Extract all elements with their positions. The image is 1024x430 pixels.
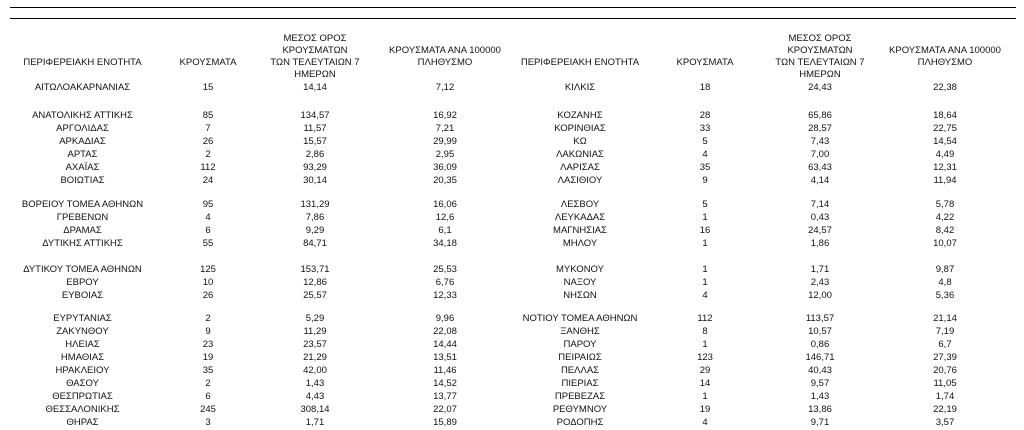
right-row-per100k-cell: 18,64 bbox=[933, 110, 957, 121]
right-row-avg-cell: 63,43 bbox=[808, 162, 832, 173]
left-header-region: ΠΕΡΙΦΕΡΕΙΑΚΗ ΕΝΟΤΗΤΑ bbox=[23, 57, 142, 68]
left-row-region-cell: ΑΝΑΤΟΛΙΚΗΣ ΑΤΤΙΚΗΣ bbox=[32, 110, 133, 121]
left-row-per100k-cell: 13,51 bbox=[433, 352, 457, 363]
left-row-avg-cell: 14,14 bbox=[303, 82, 327, 93]
right-row-cases-cell: 18 bbox=[699, 82, 711, 93]
right-row-region-cell: ΠΙΕΡΙΑΣ bbox=[561, 378, 599, 389]
right-row-region-cell: ΝΟΤΙΟΥ ΤΟΜΕΑ ΑΘΗΝΩΝ bbox=[522, 313, 638, 324]
left-row-cases-cell: 112 bbox=[200, 162, 216, 173]
left-row-per100k-cell: 25,53 bbox=[433, 264, 457, 275]
right-row-avg-cell: 7,14 bbox=[810, 199, 830, 210]
left-row-region-cell: ΗΛΕΙΑΣ bbox=[65, 339, 100, 350]
left-row-region-cell: ΘΑΣΟΥ bbox=[66, 378, 99, 389]
right-row-avg-cell: 146,71 bbox=[805, 352, 835, 363]
right-row-cases-cell: 4 bbox=[702, 417, 708, 428]
left-row-avg-cell: 1,43 bbox=[305, 378, 325, 389]
header-rule bbox=[10, 18, 1016, 19]
left-row-region-cell: ΗΜΑΘΙΑΣ bbox=[60, 352, 105, 363]
left-row-avg-cell: 42,00 bbox=[303, 365, 327, 376]
right-row-avg-cell: 12,00 bbox=[808, 290, 832, 301]
right-header-avg bbox=[760, 33, 880, 81]
right-row-region-cell: ΡΕΘΥΜΝΟΥ bbox=[552, 404, 608, 415]
left-row-avg-cell: 4,43 bbox=[305, 391, 325, 402]
right-row-per100k-cell: 14,54 bbox=[933, 136, 957, 147]
left-row-avg-cell: 23,57 bbox=[303, 339, 327, 350]
right-row-region-cell: ΛΑΣΙΘΙΟΥ bbox=[557, 175, 603, 186]
right-row-cases-cell: 28 bbox=[699, 110, 711, 121]
right-row-cases-cell: 123 bbox=[697, 352, 713, 363]
left-row-per100k-cell: 15,89 bbox=[433, 417, 457, 428]
right-row-cases-cell: 1 bbox=[702, 264, 708, 275]
right-row-avg-cell: 1,86 bbox=[810, 238, 830, 249]
left-row-cases-cell: 10 bbox=[202, 277, 214, 288]
right-row-region-cell: ΛΑΚΩΝΙΑΣ bbox=[556, 149, 604, 160]
right-row-avg-cell: 24,57 bbox=[808, 225, 832, 236]
left-row-per100k-cell: 20,35 bbox=[433, 175, 457, 186]
right-row-per100k-cell: 21,14 bbox=[933, 313, 957, 324]
left-row-avg-cell: 93,29 bbox=[303, 162, 327, 173]
left-row-cases-cell: 26 bbox=[202, 136, 214, 147]
left-row-region-cell: ΕΒΡΟΥ bbox=[66, 277, 99, 288]
right-row-cases-cell: 5 bbox=[702, 199, 708, 210]
left-row-region-cell: ΕΥΡΥΤΑΝΙΑΣ bbox=[53, 313, 112, 324]
right-header-avg-line2: ΤΩΝ ΤΕΛΕΥΤΑΙΩΝ 7 bbox=[775, 57, 865, 68]
left-row-cases-cell: 35 bbox=[202, 365, 214, 376]
left-row-cases-cell: 24 bbox=[202, 175, 214, 186]
left-row-region-cell: ΗΡΑΚΛΕΙΟΥ bbox=[55, 365, 110, 376]
right-row-per100k-cell: 4,8 bbox=[938, 277, 952, 288]
left-row-avg-cell: 5,29 bbox=[305, 313, 325, 324]
left-row-region-cell: ΔΥΤΙΚΗΣ ΑΤΤΙΚΗΣ bbox=[42, 238, 123, 249]
left-row-cases-cell: 55 bbox=[202, 238, 214, 249]
right-row-cases-cell: 1 bbox=[702, 238, 708, 249]
right-row-region-cell: ΠΑΡΟΥ bbox=[563, 339, 597, 350]
right-row-avg-cell: 1,43 bbox=[810, 391, 830, 402]
left-row-avg-cell: 11,29 bbox=[303, 326, 327, 337]
right-row-cases-cell: 16 bbox=[699, 225, 711, 236]
right-row-per100k-cell: 3,57 bbox=[935, 417, 955, 428]
left-row-cases-cell: 85 bbox=[202, 110, 214, 121]
left-row-cases-cell: 2 bbox=[205, 378, 211, 389]
right-row-cases-cell: 19 bbox=[699, 404, 711, 415]
right-row-per100k-cell: 6,7 bbox=[938, 339, 952, 350]
left-row-per100k-cell: 29,99 bbox=[433, 136, 457, 147]
left-row-per100k-cell: 6,76 bbox=[435, 277, 455, 288]
left-row-avg-cell: 1,71 bbox=[305, 417, 325, 428]
right-row-per100k-cell: 22,38 bbox=[933, 82, 957, 93]
right-row-per100k-cell: 8,42 bbox=[935, 225, 955, 236]
right-header-per100k bbox=[885, 45, 1005, 69]
right-row-cases-cell: 29 bbox=[699, 365, 711, 376]
left-header-cases: ΚΡΟΥΣΜΑΤΑ bbox=[179, 57, 237, 68]
left-row-region-cell: ΑΡΓΟΛΙΔΑΣ bbox=[56, 123, 109, 134]
right-row-avg-cell: 1,71 bbox=[810, 264, 830, 275]
right-row-region-cell: ΠΕΙΡΑΙΩΣ bbox=[558, 352, 602, 363]
left-row-cases-cell: 9 bbox=[205, 326, 211, 337]
left-row-avg-cell: 131,29 bbox=[300, 199, 330, 210]
left-row-cases-cell: 3 bbox=[205, 417, 211, 428]
left-row-cases-cell: 245 bbox=[200, 404, 216, 415]
left-row-per100k-cell: 14,52 bbox=[433, 378, 457, 389]
right-row-avg-cell: 7,00 bbox=[810, 149, 830, 160]
right-row-avg-cell: 40,43 bbox=[808, 365, 832, 376]
left-row-avg-cell: 11,57 bbox=[303, 123, 327, 134]
left-row-avg-cell: 15,57 bbox=[303, 136, 327, 147]
right-row-region-cell: ΚΟΖΑΝΗΣ bbox=[557, 110, 603, 121]
left-row-region-cell: ΔΥΤΙΚΟΥ ΤΟΜΕΑ ΑΘΗΝΩΝ bbox=[23, 264, 142, 275]
left-row-per100k-cell: 16,92 bbox=[433, 110, 457, 121]
right-row-avg-cell: 13,86 bbox=[808, 404, 832, 415]
right-row-avg-cell: 9,71 bbox=[810, 417, 830, 428]
left-row-avg-cell: 9,29 bbox=[305, 225, 325, 236]
right-header-per100k-line1: ΚΡΟΥΣΜΑΤΑ ΑΝΑ 100000 bbox=[889, 45, 1001, 56]
right-header-cases: ΚΡΟΥΣΜΑΤΑ bbox=[676, 57, 734, 68]
left-row-region-cell: ΔΡΑΜΑΣ bbox=[63, 225, 102, 236]
left-row-region-cell: ΑΡΚΑΔΙΑΣ bbox=[59, 136, 106, 147]
left-row-cases-cell: 26 bbox=[202, 290, 214, 301]
left-row-cases-cell: 15 bbox=[202, 82, 214, 93]
left-row-per100k-cell: 2,95 bbox=[435, 149, 455, 160]
left-row-per100k-cell: 12,6 bbox=[435, 212, 455, 223]
right-row-per100k-cell: 1,74 bbox=[935, 391, 955, 402]
left-row-per100k-cell: 16,06 bbox=[433, 199, 457, 210]
left-row-region-cell: ΒΟΙΩΤΙΑΣ bbox=[60, 175, 105, 186]
right-row-region-cell: ΝΑΞΟΥ bbox=[563, 277, 597, 288]
right-row-avg-cell: 10,57 bbox=[808, 326, 832, 337]
left-header-avg-line1: ΜΕΣΟΣ ΟΡΟΣ ΚΡΟΥΣΜΑΤΩΝ bbox=[282, 33, 348, 56]
right-header-avg-line1: ΜΕΣΟΣ ΟΡΟΣ ΚΡΟΥΣΜΑΤΩΝ bbox=[787, 33, 853, 56]
right-row-cases-cell: 14 bbox=[699, 378, 711, 389]
left-row-cases-cell: 7 bbox=[205, 123, 211, 134]
right-row-region-cell: ΜΗΛΟΥ bbox=[562, 238, 598, 249]
right-header-per100k-line2: ΠΛΗΘΥΣΜΟ bbox=[917, 57, 973, 68]
left-row-per100k-cell: 22,07 bbox=[433, 404, 457, 415]
right-row-avg-cell: 0,43 bbox=[810, 212, 830, 223]
right-row-per100k-cell: 9,87 bbox=[935, 264, 955, 275]
right-row-region-cell: ΛΕΥΚΑΔΑΣ bbox=[554, 212, 606, 223]
right-row-avg-cell: 7,43 bbox=[810, 136, 830, 147]
right-row-region-cell: ΚΟΡΙΝΘΙΑΣ bbox=[554, 123, 606, 134]
right-row-per100k-cell: 22,19 bbox=[933, 404, 957, 415]
left-row-avg-cell: 134,57 bbox=[300, 110, 330, 121]
right-row-cases-cell: 1 bbox=[702, 339, 708, 350]
left-row-cases-cell: 6 bbox=[205, 391, 211, 402]
left-row-avg-cell: 30,14 bbox=[303, 175, 327, 186]
left-row-region-cell: ΑΧΑΪΑΣ bbox=[65, 162, 100, 173]
left-row-per100k-cell: 6,1 bbox=[438, 225, 452, 236]
right-row-per100k-cell: 4,22 bbox=[935, 212, 955, 223]
right-header-avg-line3: ΗΜΕΡΩΝ bbox=[799, 69, 841, 80]
left-row-per100k-cell: 11,46 bbox=[433, 365, 457, 376]
left-row-avg-cell: 2,86 bbox=[305, 149, 325, 160]
left-row-region-cell: ΘΗΡΑΣ bbox=[66, 417, 99, 428]
right-row-cases-cell: 8 bbox=[702, 326, 708, 337]
right-row-avg-cell: 28,57 bbox=[808, 123, 832, 134]
right-row-per100k-cell: 11,05 bbox=[933, 378, 957, 389]
left-row-region-cell: ΘΕΣΣΑΛΟΝΙΚΗΣ bbox=[45, 404, 120, 415]
left-row-per100k-cell: 7,12 bbox=[435, 82, 455, 93]
left-row-cases-cell: 19 bbox=[202, 352, 214, 363]
right-row-region-cell: ΠΡΕΒΕΖΑΣ bbox=[554, 391, 606, 402]
left-row-cases-cell: 125 bbox=[200, 264, 216, 275]
left-row-region-cell: ΑΙΤΩΛΟΑΚΑΡΝΑΝΙΑΣ bbox=[34, 82, 131, 93]
right-row-per100k-cell: 7,19 bbox=[935, 326, 955, 337]
right-row-per100k-cell: 5,78 bbox=[935, 199, 955, 210]
left-header-per100k bbox=[385, 45, 505, 69]
right-row-avg-cell: 9,57 bbox=[810, 378, 830, 389]
left-row-cases-cell: 2 bbox=[205, 149, 211, 160]
left-row-per100k-cell: 14,44 bbox=[433, 339, 457, 350]
left-row-avg-cell: 7,86 bbox=[305, 212, 325, 223]
right-row-per100k-cell: 10,07 bbox=[933, 238, 957, 249]
left-row-region-cell: ΒΟΡΕΙΟΥ ΤΟΜΕΑ ΑΘΗΝΩΝ bbox=[21, 199, 144, 210]
left-row-region-cell: ΓΡΕΒΕΝΩΝ bbox=[56, 212, 109, 223]
right-row-avg-cell: 24,43 bbox=[808, 82, 832, 93]
right-row-cases-cell: 35 bbox=[699, 162, 711, 173]
right-row-per100k-cell: 5,36 bbox=[935, 290, 955, 301]
left-row-cases-cell: 6 bbox=[205, 225, 211, 236]
left-row-per100k-cell: 34,18 bbox=[433, 238, 457, 249]
left-row-per100k-cell: 12,33 bbox=[433, 290, 457, 301]
left-header-avg bbox=[255, 33, 375, 81]
left-row-region-cell: ΕΥΒΟΙΑΣ bbox=[61, 290, 104, 301]
right-row-avg-cell: 65,86 bbox=[808, 110, 832, 121]
left-header-avg-line2: ΤΩΝ ΤΕΛΕΥΤΑΙΩΝ 7 bbox=[270, 57, 360, 68]
left-row-region-cell: ΖΑΚΥΝΘΟΥ bbox=[56, 326, 109, 337]
right-row-per100k-cell: 22,75 bbox=[933, 123, 957, 134]
left-header-avg-line3: ΗΜΕΡΩΝ bbox=[294, 69, 336, 80]
right-row-region-cell: ΝΗΣΩΝ bbox=[563, 290, 597, 301]
left-row-region-cell: ΑΡΤΑΣ bbox=[67, 149, 98, 160]
right-row-avg-cell: 113,57 bbox=[805, 313, 835, 324]
right-row-region-cell: ΛΕΣΒΟΥ bbox=[560, 199, 600, 210]
right-row-region-cell: ΡΟΔΟΠΗΣ bbox=[556, 417, 604, 428]
right-row-cases-cell: 112 bbox=[697, 313, 713, 324]
left-row-avg-cell: 21,29 bbox=[303, 352, 327, 363]
left-row-region-cell: ΘΕΣΠΡΩΤΙΑΣ bbox=[52, 391, 113, 402]
left-row-cases-cell: 95 bbox=[202, 199, 214, 210]
right-row-region-cell: ΞΑΝΘΗΣ bbox=[560, 326, 600, 337]
left-row-cases-cell: 2 bbox=[205, 313, 211, 324]
right-row-region-cell: ΜΑΓΝΗΣΙΑΣ bbox=[553, 225, 607, 236]
right-row-avg-cell: 4,14 bbox=[810, 175, 830, 186]
left-row-avg-cell: 25,57 bbox=[303, 290, 327, 301]
right-row-cases-cell: 4 bbox=[702, 149, 708, 160]
right-row-per100k-cell: 12,31 bbox=[933, 162, 957, 173]
right-header-region: ΠΕΡΙΦΕΡΕΙΑΚΗ ΕΝΟΤΗΤΑ bbox=[520, 57, 640, 68]
left-row-avg-cell: 308,14 bbox=[300, 404, 330, 415]
right-row-per100k-cell: 20,76 bbox=[933, 365, 957, 376]
left-row-per100k-cell: 13,77 bbox=[433, 391, 457, 402]
right-row-cases-cell: 1 bbox=[702, 212, 708, 223]
left-row-avg-cell: 153,71 bbox=[300, 264, 330, 275]
left-row-per100k-cell: 9,96 bbox=[435, 313, 455, 324]
left-row-per100k-cell: 7,21 bbox=[435, 123, 455, 134]
left-row-per100k-cell: 22,08 bbox=[433, 326, 457, 337]
left-row-cases-cell: 4 bbox=[205, 212, 211, 223]
right-row-region-cell: ΚΩ bbox=[573, 136, 587, 147]
right-row-per100k-cell: 27,39 bbox=[933, 352, 957, 363]
right-row-avg-cell: 2,43 bbox=[810, 277, 830, 288]
top-rule bbox=[10, 7, 1016, 8]
left-row-cases-cell: 23 bbox=[202, 339, 214, 350]
right-row-per100k-cell: 11,94 bbox=[933, 175, 957, 186]
right-row-avg-cell: 0,86 bbox=[810, 339, 830, 350]
right-row-region-cell: ΜΥΚΟΝΟΥ bbox=[556, 264, 604, 275]
right-row-cases-cell: 1 bbox=[702, 391, 708, 402]
left-row-per100k-cell: 36,09 bbox=[433, 162, 457, 173]
right-row-region-cell: ΛΑΡΙΣΑΣ bbox=[560, 162, 600, 173]
left-header-per100k-line2: ΠΛΗΘΥΣΜΟ bbox=[417, 57, 473, 68]
left-row-avg-cell: 84,71 bbox=[303, 238, 327, 249]
right-row-region-cell: ΚΙΛΚΙΣ bbox=[564, 82, 596, 93]
right-row-cases-cell: 1 bbox=[702, 277, 708, 288]
right-row-cases-cell: 5 bbox=[702, 136, 708, 147]
right-row-region-cell: ΠΕΛΛΑΣ bbox=[560, 365, 600, 376]
left-header-per100k-line1: ΚΡΟΥΣΜΑΤΑ ΑΝΑ 100000 bbox=[389, 45, 501, 56]
right-row-cases-cell: 4 bbox=[702, 290, 708, 301]
left-row-avg-cell: 12,86 bbox=[303, 277, 327, 288]
right-row-per100k-cell: 4,49 bbox=[935, 149, 955, 160]
right-row-cases-cell: 33 bbox=[699, 123, 711, 134]
right-row-cases-cell: 9 bbox=[702, 175, 708, 186]
